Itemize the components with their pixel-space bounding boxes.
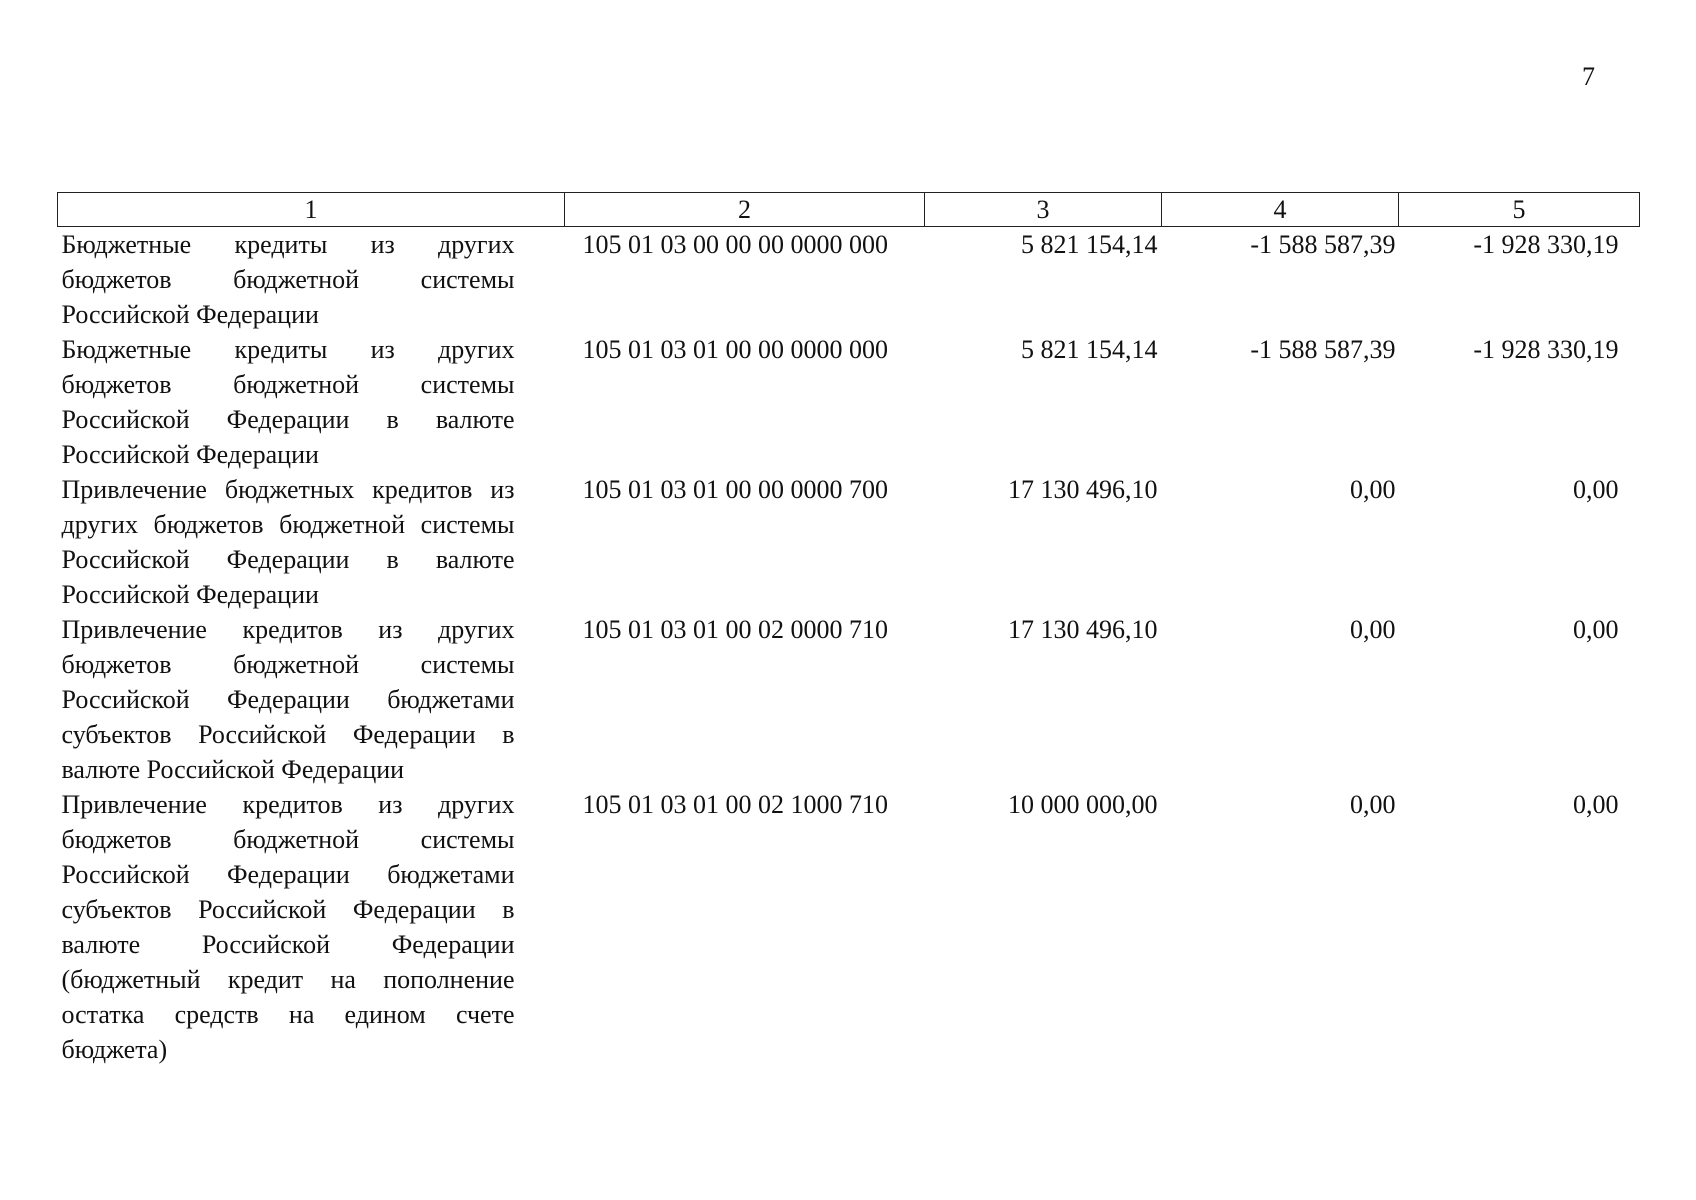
- row-value-5: -1 928 330,19: [1473, 230, 1619, 259]
- budget-table: [57, 192, 1640, 1067]
- row-value-4: 0,00: [1350, 790, 1396, 819]
- column-header-5: 5: [1399, 193, 1640, 227]
- row-value-4: -1 588 587,39: [1250, 230, 1396, 259]
- row-value-3: 10 000 000,00: [1008, 790, 1158, 819]
- row-code: 105 01 03 00 00 00 0000 000: [582, 230, 888, 259]
- row-value-4: 0,00: [1350, 615, 1396, 644]
- row-code: 105 01 03 01 00 00 0000 000: [582, 335, 888, 364]
- table-body: [58, 227, 1640, 1068]
- page-number: 7: [1582, 62, 1595, 91]
- row-name: Бюджетные кредиты из других бюджетов бюджетной системы Российской Федерации в валюте Российской Федерации: [61, 335, 515, 469]
- column-header-1: 1: [58, 193, 565, 227]
- row-name: Привлечение кредитов из других бюджетов бюджетной системы Российской Федерации бюджетами субъектов Российской Федерации в валюте Российской Федерации (бюджетный кредит на пополнение остатка средств на едином счете бюджета): [61, 790, 515, 1064]
- row-value-5: -1 928 330,19: [1473, 335, 1619, 364]
- row-value-4: 0,00: [1350, 475, 1396, 504]
- row-value-4: -1 588 587,39: [1250, 335, 1396, 364]
- row-value-3: 5 821 154,14: [1021, 335, 1158, 364]
- table-row: [58, 787, 1640, 1067]
- table-row: [58, 472, 1640, 612]
- table-row: [58, 227, 1640, 333]
- row-name: Привлечение кредитов из других бюджетов бюджетной системы Российской Федерации бюджетами субъектов Российской Федерации в валюте Российской Федерации: [61, 615, 515, 784]
- table-header: [58, 193, 1640, 227]
- row-code: 105 01 03 01 00 02 1000 710: [582, 790, 888, 819]
- row-name: Бюджетные кредиты из других бюджетов бюджетной системы Российской Федерации: [61, 230, 515, 329]
- row-value-3: 17 130 496,10: [1008, 615, 1158, 644]
- header-row: [58, 193, 1640, 227]
- column-header-4: 4: [1162, 193, 1399, 227]
- table-row: [58, 332, 1640, 472]
- row-value-5: 0,00: [1573, 475, 1619, 504]
- row-value-3: 5 821 154,14: [1021, 230, 1158, 259]
- column-header-3: 3: [925, 193, 1162, 227]
- table-row: [58, 612, 1640, 787]
- column-header-2: 2: [565, 193, 925, 227]
- row-value-3: 17 130 496,10: [1008, 475, 1158, 504]
- row-name: Привлечение бюджетных кредитов из других бюджетов бюджетной системы Российской Федерации в валюте Российской Федерации: [61, 475, 515, 609]
- row-code: 105 01 03 01 00 00 0000 700: [582, 475, 888, 504]
- row-value-5: 0,00: [1573, 615, 1619, 644]
- row-value-5: 0,00: [1573, 790, 1619, 819]
- row-code: 105 01 03 01 00 02 0000 710: [582, 615, 888, 644]
